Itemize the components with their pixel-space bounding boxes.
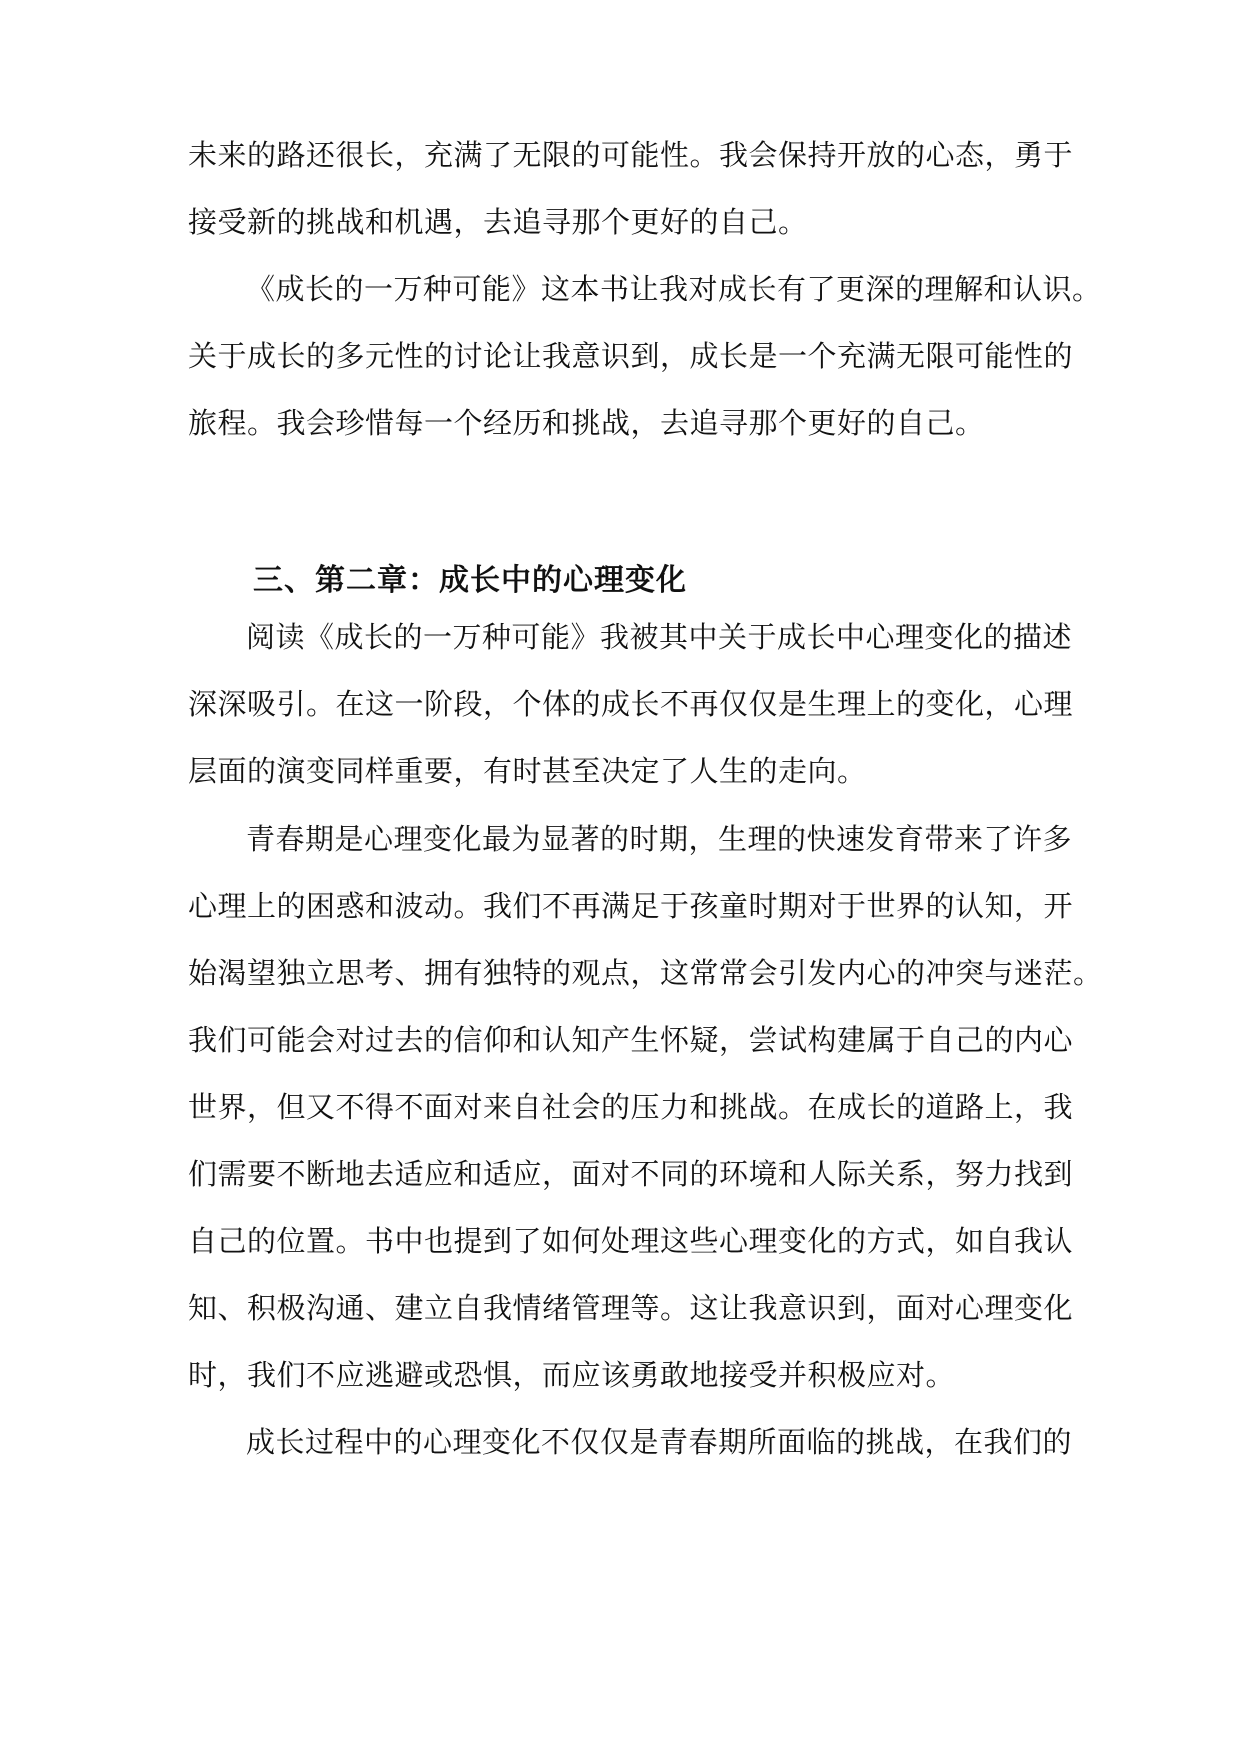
paragraph-3-line-3: 层面的演变同样重要，有时甚至决定了人生的走向。 bbox=[188, 754, 867, 788]
paragraph-4-line-9: 时，我们不应逃避或恐惧，而应该勇敢地接受并积极应对。 bbox=[188, 1358, 956, 1392]
paragraph-5-line-1: 成长过程中的心理变化不仅仅是青春期所面临的挑战，在我们的 bbox=[246, 1425, 1073, 1459]
paragraph-4-line-5: 世界，但又不得不面对来自社会的压力和挑战。在成长的道路上，我 bbox=[188, 1090, 1074, 1124]
paragraph-4-line-6: 们需要不断地去适应和适应，面对不同的环境和人际关系，努力找到 bbox=[188, 1157, 1074, 1191]
paragraph-4-line-7: 自己的位置。书中也提到了如何处理这些心理变化的方式，如自我认 bbox=[188, 1224, 1074, 1258]
paragraph-4-line-1: 青春期是心理变化最为显著的时期，生理的快速发育带来了许多 bbox=[246, 822, 1073, 856]
paragraph-3-line-2: 深深吸引。在这一阶段，个体的成长不再仅仅是生理上的变化，心理 bbox=[188, 687, 1074, 721]
paragraph-4-line-8: 知、积极沟通、建立自我情绪管理等。这让我意识到，面对心理变化 bbox=[188, 1291, 1074, 1325]
paragraph-2-line-1: 《成长的一万种可能》这本书让我对成长有了更深的理解和认识。 bbox=[246, 272, 1102, 306]
paragraph-4-line-2: 心理上的困惑和波动。我们不再满足于孩童时期对于世界的认知，开 bbox=[188, 889, 1074, 923]
paragraph-3-line-1: 阅读《成长的一万种可能》我被其中关于成长中心理变化的描述 bbox=[246, 620, 1073, 654]
paragraph-4-line-4: 我们可能会对过去的信仰和认知产生怀疑，尝试构建属于自己的内心 bbox=[188, 1023, 1074, 1057]
paragraph-1-line-1: 未来的路还很长，充满了无限的可能性。我会保持开放的心态，勇于 bbox=[188, 138, 1074, 172]
paragraph-4-line-3: 始渴望独立思考、拥有独特的观点，这常常会引发内心的冲突与迷茫。 bbox=[188, 956, 1103, 990]
paragraph-1-line-2: 接受新的挑战和机遇，去追寻那个更好的自己。 bbox=[188, 205, 808, 239]
paragraph-2-line-2: 关于成长的多元性的讨论让我意识到，成长是一个充满无限可能性的 bbox=[188, 339, 1074, 373]
paragraph-2-line-3: 旅程。我会珍惜每一个经历和挑战，去追寻那个更好的自己。 bbox=[188, 406, 985, 440]
section-heading: 三、第二章：成长中的心理变化 bbox=[253, 563, 687, 598]
